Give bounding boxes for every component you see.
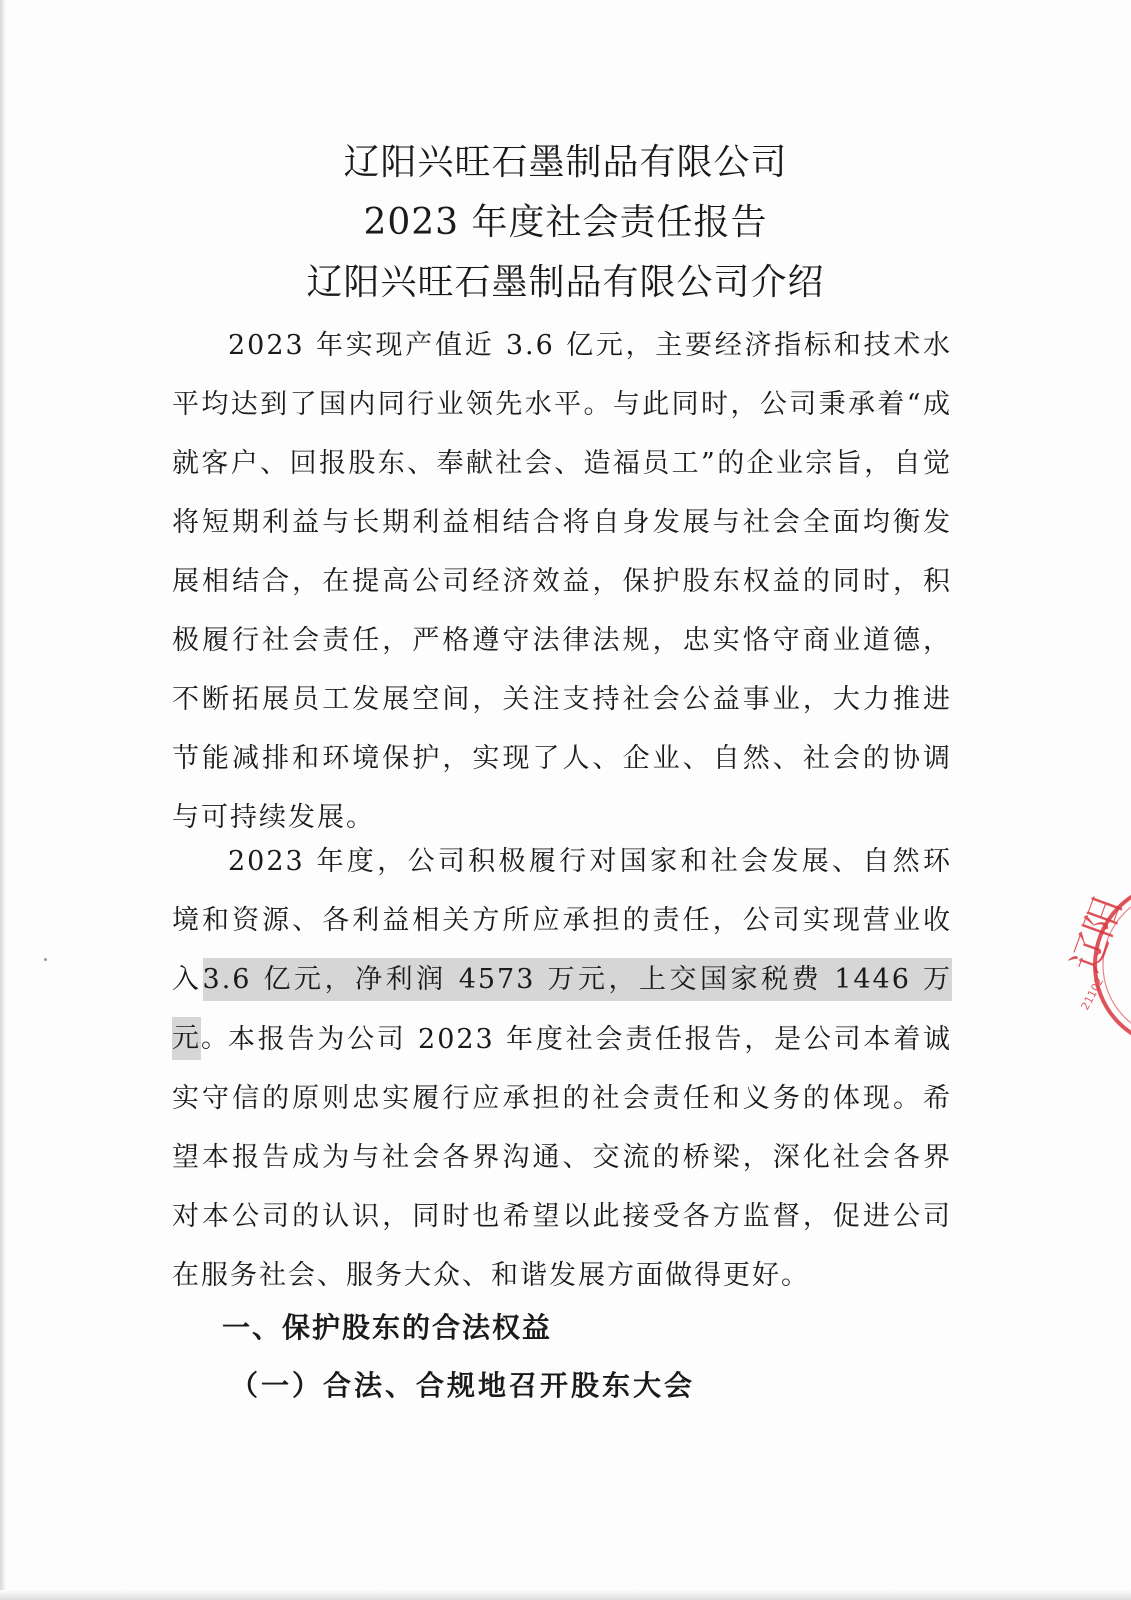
- report-purpose-paragraph: 本报告为公司 2023 年度社会责任报告，是公司本着诚实守信的原则忠实履行应承担的社会责任和义务的体现。希望本报告成为与社会各界沟通、交流的桥梁，深化社会各界对本公司的认识，同时也希望以此接受各方监督，促进公司在服务社会、服务大众、和谐发展方面做得更好。: [172, 1024, 952, 1291]
- report-title: 2023 年度社会责任报告: [363, 202, 768, 243]
- svg-text:辽阳: 辽阳: [1062, 891, 1131, 978]
- intro-paragraph: 2023 年实现产值近 3.6 亿元，主要经济指标和技术水平均达到了国内同行业领先水平。与此同时，公司秉承着“成就客户、回报股东、奉献社会、造福员工”的企业宗旨，自觉将短期利益与长期利益相结合将自身发展与社会全面均衡发展相结合，在提高公司经济效益，保护股东权益的同时，积极履行社会责任，严格遵守法律法规，忠实恪守商业道德，不断拓展员工发展空间，关注支持社会公益事业，大力推进节能减排和环境保护，实现了人、企业、自然、社会的协调与可持续发展。: [172, 330, 952, 833]
- financial-paragraph-end: 。: [201, 1023, 230, 1054]
- scan-bottom-edge: [0, 1590, 1131, 1600]
- scan-speck: [44, 958, 47, 961]
- svg-text:21102: 21102: [1078, 975, 1107, 1013]
- company-name-title: 辽阳兴旺石墨制品有限公司: [343, 142, 788, 183]
- company-seal-stamp: [1062, 880, 1131, 1050]
- section-heading-1: 一、保护股东的合法权益: [222, 1311, 553, 1344]
- highlighted-financials: 3.6 亿元，净利润 4573 万元，上交国家税费 1446 万元: [172, 958, 952, 1060]
- financial-paragraph-start: 2023 年度，公司积极履行对国家和社会发展、自然环境和资源、各利益相关方所应承担的责任，公司实现营业收入: [172, 846, 952, 995]
- introduction-title: 辽阳兴旺石墨制品有限公司介绍: [306, 262, 825, 303]
- seal-icon: [1062, 880, 1131, 1050]
- subsection-heading-1: （一）合法、合规地召开股东大会: [230, 1369, 696, 1402]
